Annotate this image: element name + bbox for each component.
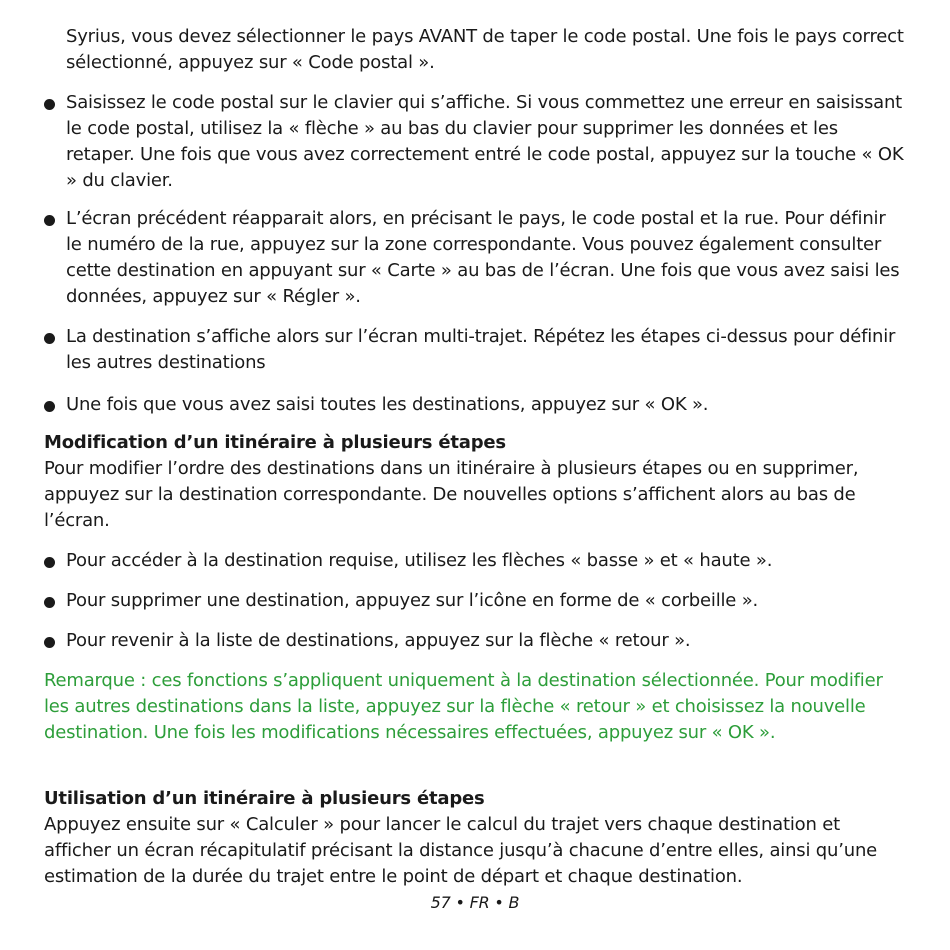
bullet-icon (44, 215, 55, 226)
section-modify (44, 430, 904, 534)
bullet-icon (44, 597, 55, 608)
list-item (44, 588, 906, 614)
section-text: Appuyez ensuite sur « Calculer » pour lancer le calcul du trajet vers chaque destination et afficher un écran récapitulatif précisant la distance jusqu’à chacune d’entre elles, ainsi qu’une estimation de la durée du trajet entre le point de départ et chaque destination. (44, 814, 878, 887)
list-item-text: Pour supprimer une destination, appuyez sur l’icône en forme de « corbeille ». (66, 590, 759, 611)
section-use (44, 786, 904, 890)
list-item-text: Pour accéder à la destination requise, utilisez les flèches « basse » et « haute ». (66, 550, 773, 571)
section-heading: Modification d’un itinéraire à plusieurs étapes (44, 432, 506, 453)
section-heading: Utilisation d’un itinéraire à plusieurs étapes (44, 788, 485, 809)
list-item-text: La destination s’affiche alors sur l’écran multi-trajet. Répétez les étapes ci-dessus pour définir les autres destinations (66, 326, 896, 373)
bullet-icon (44, 333, 55, 344)
list-item-text: L’écran précédent réapparait alors, en précisant le pays, le code postal et la rue. Pour définir le numéro de la rue, appuyez sur la zone correspondante. Vous pouvez également consulter cette destination en appuyant sur « Carte » au bas de l’écran. Une fois que vous avez saisi les données, appuyez sur « Régler ». (66, 208, 900, 307)
bullet-icon (44, 401, 55, 412)
list-item-text: Pour revenir à la liste de destinations, appuyez sur la flèche « retour ». (66, 630, 691, 651)
list-item (44, 392, 906, 418)
bullet-icon (44, 99, 55, 110)
list-item (44, 548, 906, 574)
section-text: Pour modifier l’ordre des destinations dans un itinéraire à plusieurs étapes ou en supprimer, appuyez sur la destination correspondante. De nouvelles options s’affichent alors au bas de l’écran. (44, 458, 859, 531)
list-item-text: Saisissez le code postal sur le clavier qui s’affiche. Si vous commettez une erreur en saisissant le code postal, utilisez la « flèche » au bas du clavier pour supprimer les données et les retaper. Une fois que vous avez correctement entré le code postal, appuyez sur la touche « OK » du clavier. (66, 92, 904, 191)
list-item (44, 90, 906, 194)
list-item (44, 206, 906, 310)
list-item (44, 628, 906, 654)
continuation-paragraph: Syrius, vous devez sélectionner le pays AVANT de taper le code postal. Une fois le pays correct sélectionné, appuyez sur « Code postal ». (66, 26, 904, 73)
note-paragraph: Remarque : ces fonctions s’appliquent uniquement à la destination sélectionnée. Pour modifier les autres destinations dans la liste, appuyez sur la flèche « retour » et choisissez la nouvelle destination. Une fois les modifications nécessaires effectuées, appuyez sur « OK ». (44, 670, 883, 743)
list-item (44, 324, 906, 376)
bullet-icon (44, 637, 55, 648)
list-item-text: Une fois que vous avez saisi toutes les destinations, appuyez sur « OK ». (66, 394, 709, 415)
page-footer: 57 • FR • B (430, 893, 520, 912)
bullet-icon (44, 557, 55, 568)
